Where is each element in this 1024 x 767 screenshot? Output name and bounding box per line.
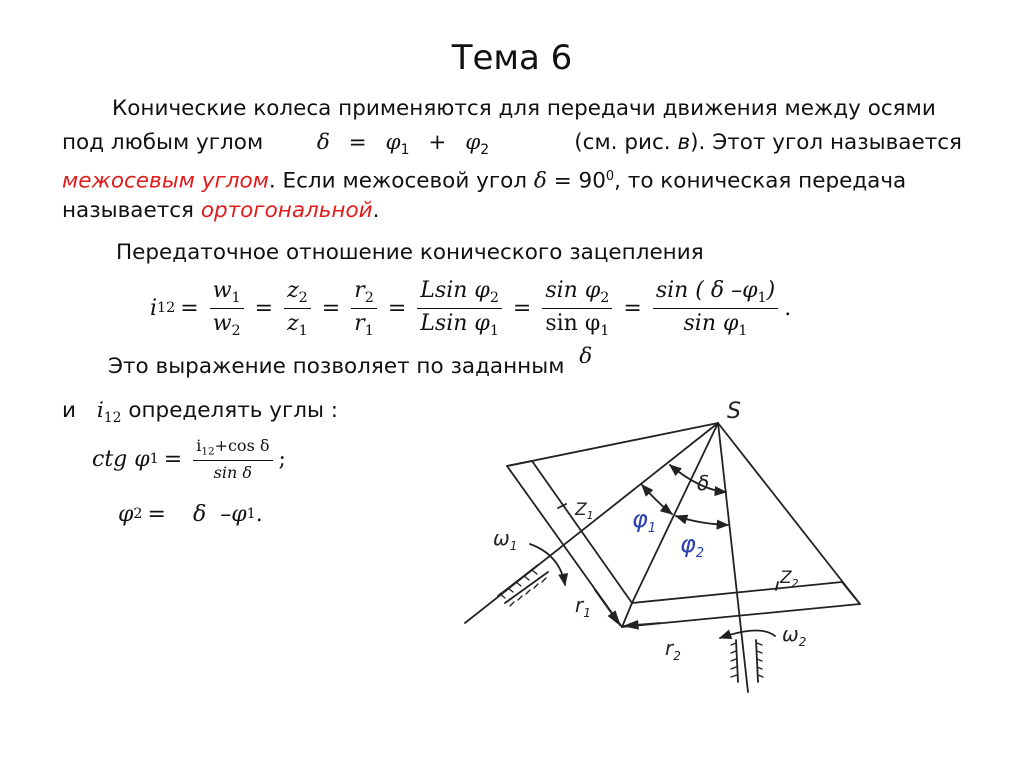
intro-line-3 <box>62 160 962 199</box>
equals-sign: = <box>348 130 367 155</box>
apex-label: S <box>727 399 741 424</box>
intro-line-2-start: под любым углом <box>62 130 264 155</box>
bevel-gear-diagram <box>440 380 880 700</box>
fraction-lsin: $\frac{Lsin \varphi_2}{Lsin \varphi_1}$ <box>417 278 502 339</box>
phi1-subscript: 1 <box>246 506 256 522</box>
delta-label: δ <box>697 471 710 495</box>
r2-label: $r_2$ <box>665 636 681 663</box>
phi-symbol: φ <box>465 130 481 155</box>
z2-label: $Z_2$ <box>780 568 799 590</box>
phi2-lhs-subscript: 2 <box>133 506 143 522</box>
omega1-label: $\omega_1$ <box>493 526 518 553</box>
intro-line-4-start: называется <box>62 198 201 223</box>
cone1-top-edge <box>507 423 718 466</box>
phi1-handwritten-label: $\varphi_1$ <box>632 505 657 536</box>
paragraph-intro <box>62 92 962 232</box>
phi2-lhs: φ <box>118 501 134 527</box>
equals-sign: = <box>147 501 166 527</box>
ratio-symbol: i <box>150 295 158 321</box>
expression-note-line-1 <box>108 344 1008 384</box>
z1-label: $Z_1$ <box>575 500 594 522</box>
ratio-subscript: 12 <box>103 409 122 426</box>
period: . <box>784 295 792 321</box>
ratio-symbol: i <box>96 398 104 423</box>
semicolon: ; <box>278 446 286 472</box>
gear-ratio-formula <box>150 268 791 348</box>
delta-symbol: δ <box>533 168 547 194</box>
ctg-lhs-subscript: 1 <box>149 451 159 467</box>
fraction-teeth: $\frac{z_2}{z_1}$ <box>284 278 311 339</box>
fraction-sin: $\frac{\sin \varphi_2}{\sin \varphi_1}$ <box>542 278 612 339</box>
conjunction: и <box>62 398 76 423</box>
figure-ref-start: (см. рис. <box>574 130 678 155</box>
phi1-subscript: 1 <box>400 141 410 158</box>
phi2-handwritten-label: $\varphi_2$ <box>680 530 705 561</box>
delta-symbol: δ <box>579 344 593 369</box>
intro-line-4 <box>62 194 379 228</box>
equals-sign: = <box>512 295 532 321</box>
ctg-fraction: $\frac{i_{12}+\cos \delta}{\text{sin δ}}$ <box>193 436 272 482</box>
plus-sign: + <box>428 130 447 155</box>
degree-superscript: 0 <box>605 169 615 184</box>
intro-line-1: Конические колеса применяются для передачи движения между осями <box>112 96 936 121</box>
fraction-sin-delta: $\frac{\sin ( \delta -\varphi_1)}{\sin \varphi_1}$ <box>653 278 778 339</box>
equals-sign: = <box>623 295 642 321</box>
slide-title: Тема 6 <box>451 38 573 78</box>
cone1-inner-edge <box>532 461 632 603</box>
ratio-subscript: 12 <box>157 300 176 316</box>
ctg-formula <box>92 428 286 490</box>
expression-note-text: Это выражение позволяет по заданным <box>108 354 565 379</box>
minus-phi: –φ <box>220 501 247 527</box>
fraction-omega: $\frac{w_1}{w_2}$ <box>210 278 244 339</box>
term-orthogonal: ортогональной <box>200 198 373 223</box>
equals-sign: = <box>254 295 274 321</box>
phi2-subscript: 2 <box>480 141 490 158</box>
equals-sign: = <box>180 295 199 321</box>
equals-sign: = <box>387 295 407 321</box>
angle-value: = 90 <box>553 168 606 194</box>
period: . <box>372 198 380 223</box>
figure-ref-letter: в <box>677 130 691 155</box>
term-interaxial-angle: межосевым углом <box>62 168 269 194</box>
omega2-label: $\omega_2$ <box>782 622 807 649</box>
ctg-lhs: ctg φ <box>92 446 150 472</box>
gear-ratio-heading: Передаточное отношение конического зацепления <box>116 240 704 265</box>
expression-note-end: определять углы : <box>128 398 339 423</box>
r1-label: $r_1$ <box>575 593 591 620</box>
phi2-formula <box>118 494 263 534</box>
equals-sign: = <box>163 446 183 472</box>
phi-symbol: φ <box>385 130 401 155</box>
intro-line-3-end: , то коническая передача <box>614 168 907 194</box>
equals-sign: = <box>321 295 341 321</box>
intro-line-2-end: ). Этот угол называется <box>690 130 962 155</box>
delta-symbol: δ <box>192 501 207 527</box>
delta-symbol: δ <box>316 130 330 155</box>
period: . <box>255 501 263 527</box>
fraction-radius: $\frac{r_2}{r_1}$ <box>351 278 377 339</box>
intro-line-3-mid: . Если межосевой угол <box>268 168 528 194</box>
